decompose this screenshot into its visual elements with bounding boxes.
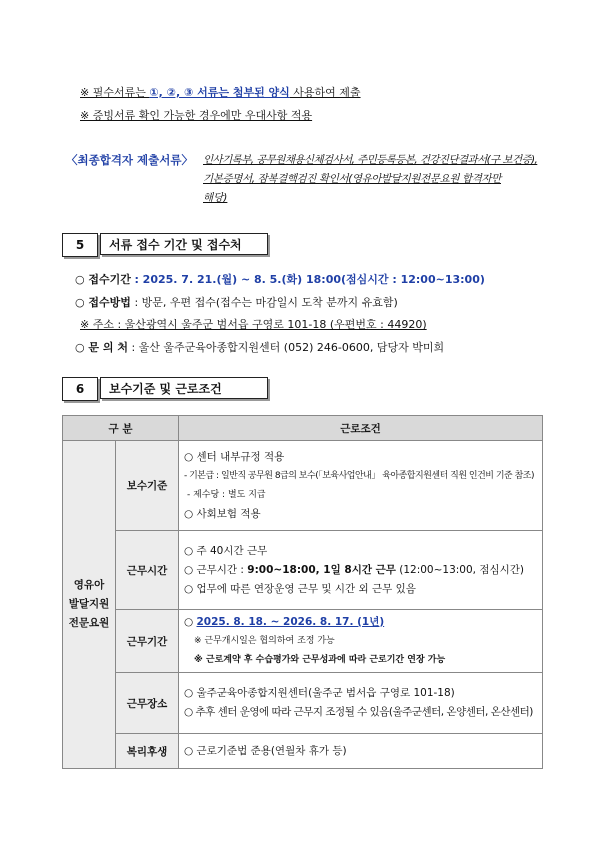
row-label-period: 근무기간: [116, 610, 179, 673]
location-conditions: ○ 울주군육아종합지원센터(울주군 범서읍 구영로 101-18) ○ 추후 센터 운영에 따라 근무지 조정될 수 있음(울주군센터, 온양센터, 온산센터): [179, 673, 543, 734]
row-label-location: 근무장소: [116, 673, 179, 734]
contact-row: ○ 문 의 처 : 울산 울주군육아종합지원센터 (052) 246-0600, 담당자 박미희: [75, 341, 445, 354]
period-conditions: ○ 2025. 8. 18. ~ 2026. 8. 17. (1년) ※ 근무개시일은 협의하여 조정 가능 ※ 근로계약 후 수습평가와 근무성과에 따라 근로기간 연장 가능: [179, 610, 543, 673]
final-docs-line1: 인사기록부, 공무원채용신체검사서, 주민등록등본, 건강진단결과서(구 보건증),: [203, 154, 538, 166]
section6-number: 6: [62, 377, 98, 401]
note-evidence-docs: ※ 증빙서류 확인 가능한 경우에만 우대사항 적용: [80, 109, 313, 122]
note-required-docs: ※ 필수서류는 ①, ②, ③ 서류는 첨부된 양식 사용하여 제출: [80, 86, 361, 99]
period-row: ○ 접수기간 : 2025. 7. 21.(월) ~ 8. 5.(화) 18:00(점심시간 : 12:00~13:00): [75, 273, 485, 286]
row-label-hours: 근무시간: [116, 531, 179, 610]
work-conditions-table: [62, 415, 543, 769]
table-row: [63, 734, 543, 769]
table-header-row: [63, 416, 543, 441]
final-docs-line2: 기본증명서, 잠복결핵검진 확인서(영유아발달지원전문요원 합격자만: [203, 173, 501, 185]
final-docs-line3: 해당): [203, 192, 228, 204]
table-row: [63, 610, 543, 673]
position-cell: 영유아 발달지원 전문요원: [63, 441, 116, 769]
final-docs-label: 〈최종합격자 제출서류〉: [66, 153, 193, 167]
address-note: ※ 주소 : 울산광역시 울주군 범서읍 구영로 101-18 (우편번호 : 44920): [80, 318, 427, 331]
table-row: [63, 673, 543, 734]
row-label-welfare: 복리후생: [116, 734, 179, 769]
table-row: [63, 531, 543, 610]
section5-title: 서류 접수 기간 및 접수처: [100, 233, 268, 255]
row-label-salary: 보수기준: [116, 441, 179, 531]
salary-conditions: ○ 센터 내부규정 적용 - 기본급 : 일반직 공무원 8급의 보수(「보육사업안내」 육아종합지원센터 직원 인건비 기준 참조) - 제수당 : 별도 지급 ○ 사회보험 적용: [179, 441, 543, 531]
welfare-conditions: ○ 근로기준법 준용(연월차 휴가 등): [179, 734, 543, 769]
header-conditions: 근로조건: [179, 416, 543, 441]
method-row: ○ 접수방법 : 방문, 우편 접수(접수는 마감일시 도착 분까지 유효함): [75, 296, 398, 309]
header-category: 구 분: [63, 416, 179, 441]
section5-number: 5: [62, 233, 98, 257]
table-row: [63, 441, 543, 531]
section6-title: 보수기준 및 근로조건: [100, 377, 268, 399]
hours-conditions: ○ 주 40시간 근무 ○ 근무시간 : 9:00~18:00, 1일 8시간 근무 (12:00~13:00, 점심시간) ○ 업무에 따른 연장운영 근무 및 시간 외 근무 있음: [179, 531, 543, 610]
